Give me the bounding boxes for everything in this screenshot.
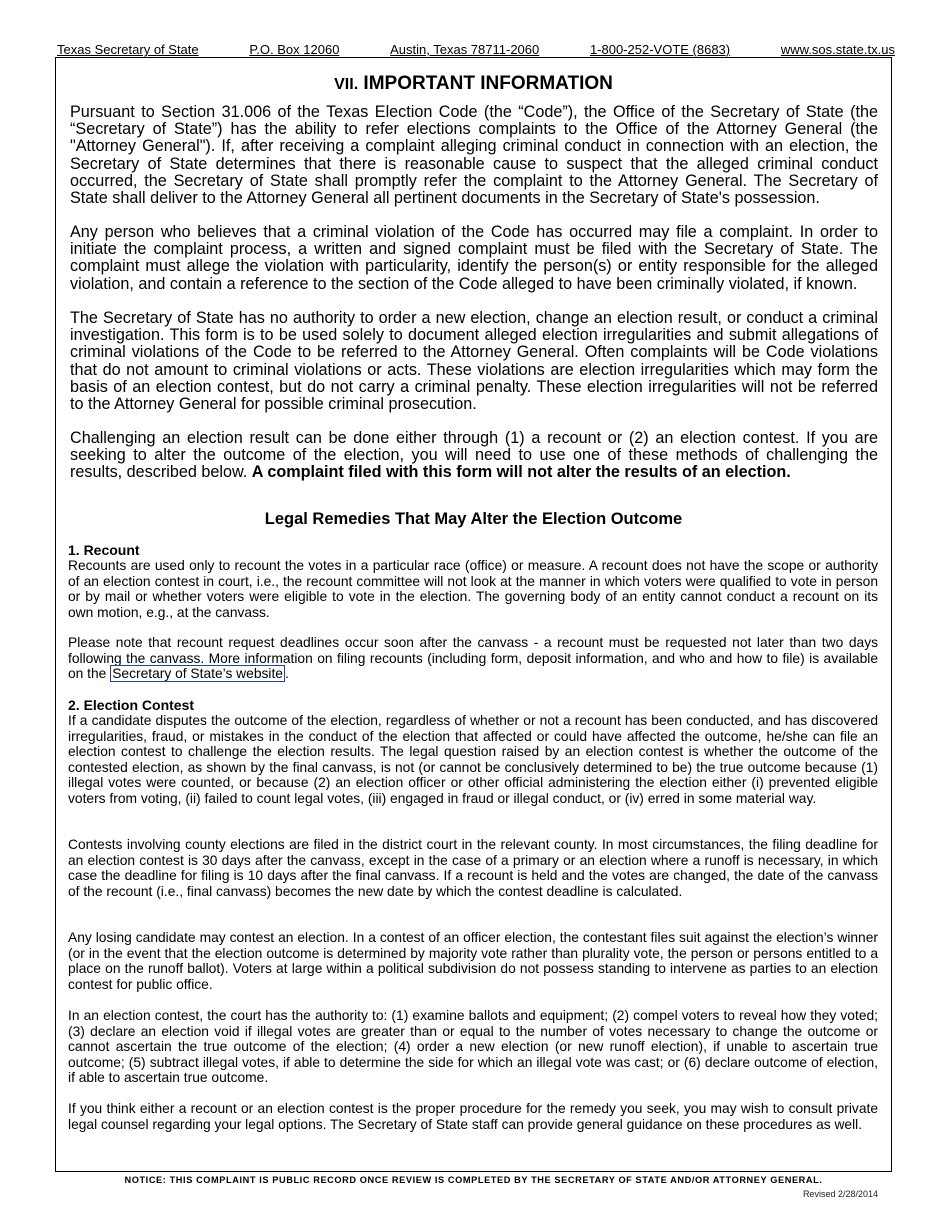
recount-paragraph-1: Recounts are used only to recount the votes in a particular race (office) or measure. A recount does not have the scope or authority of an election contest in court, i.e., the recount committee will not look at the manner in which voters were qualified to vote in person or by mail or whether voters were eligible to vote in the election. The governing body of an entity cannot conduct a recount on its own motion, e.g., at the canvass. — [68, 558, 878, 620]
intro-warning: A complaint filed with this form will not alter the results of an election. — [251, 463, 791, 482]
recount-heading: 1. Recount — [68, 542, 140, 558]
header-phone: 1-800-252-VOTE (8683) — [589, 42, 731, 57]
header-po-box: P.O. Box 12060 — [249, 42, 340, 57]
contest-paragraph-5: If you think either a recount or an election contest is the proper procedure for the remedy you seek, you may wish to consult private legal counsel regarding your legal options. The Secretary of State staff can provide general guidance on these procedures as well. — [68, 1101, 878, 1132]
section-title: IMPORTANT INFORMATION — [363, 73, 613, 94]
intro-paragraph-4 — [70, 430, 878, 482]
section-number: VII. — [334, 76, 359, 93]
intro-paragraph-4-text: Challenging an election result can be done either through (1) a recount or (2) an election contest. If you are seeking to alter the outcome of the election, you will need to use one of these methods of challenging the results, described below. — [70, 429, 878, 482]
contest-paragraph-1: If a candidate disputes the outcome of the election, regardless of whether or not a recount has been conducted, and has discovered irregularities, fraud, or mistakes in the conduct of the election that affected or could have affected the outcome, he/she can file an election contest to challenge the election results. The legal question raised by an election contest is whether the outcome of the contested election, as shown by the final canvass, is not (or cannot be conclusively determined to be) the true outcome because (1) illegal votes were counted, or because (2) an election officer or other official administering the election either (i) prevented eligible voters from voting, (ii) failed to count legal votes, (iii) engaged in fraud or illegal conduct, or (iv) erred in some material way. — [68, 713, 878, 806]
public-record-notice: NOTICE: THIS COMPLAINT IS PUBLIC RECORD ONCE REVIEW IS COMPLETED BY THE SECRETARY OF STATE AND/OR ATTORNEY GENERAL. — [124, 1175, 823, 1185]
recount-paragraph-2-end: . — [284, 666, 289, 681]
contest-paragraph-3: Any losing candidate may contest an election. In a contest of an officer election, the contestant files suit against the election’s winner (or in the event that the election outcome is determined by majority vote rather than plurality vote, the person or persons entitled to a place on the runoff ballot). Voters at large within a political subdivision do not possess standing to intervene as parties to an election contest for public office. — [68, 930, 878, 992]
sos-website-link[interactable]: Secretary of State’s website — [112, 666, 283, 681]
letterhead — [57, 42, 895, 58]
recount-paragraph-2-text: Please note that recount request deadlines occur soon after the canvass - a recount must be requested not later than two days following the canvass. More information on filing recounts (including form, deposit information, and who and how to file) is available on the — [68, 635, 878, 681]
header-city: Austin, Texas 78711-2060 — [390, 42, 540, 57]
contest-paragraph-4: In an election contest, the court has the authority to: (1) examine ballots and equipment; (2) compel voters to reveal how they voted; (3) declare an election void if illegal votes are greater than or equal to the number of votes necessary to change the outcome or cannot ascertain the true outcome of the election; (4) order a new election (or new runoff election), if unable to ascertain true outcome; (5) subtract illegal votes, if able to determine the side for which an illegal vote was cast; or (6) declare outcome of election, if able to ascertain true outcome. — [68, 1008, 878, 1085]
intro-paragraph-3: The Secretary of State has no authority to order a new election, change an election result, or conduct a criminal investigation. This form is to be used solely to document alleged election irregularities and submit allegations of criminal violations of the Code to be referred to the Attorney General. Often complaints will be Code violations that do not amount to criminal violations or acts. These violations are election irregularities which may form the basis of an election contest, but do not carry a criminal penalty. These election irregularities will not be referred to the Attorney General for possible criminal prosecution. — [70, 309, 878, 414]
intro-paragraph-2: Any person who believes that a criminal violation of the Code has occurred may file a complaint. In order to initiate the complaint process, a written and signed complaint must be filed with the Secretary of State. The complaint must allege the violation with particularity, identify the person(s) or entity responsible for the alleged violation, and contain a reference to the section of the Code alleged to have been criminally violated, if known. — [70, 223, 878, 293]
remedies-heading: Legal Remedies That May Alter the Election Outcome — [264, 510, 683, 528]
intro-paragraph-1: Pursuant to Section 31.006 of the Texas Election Code (the “Code”), the Office of the Secretary of State (the “Secretary of State”) has the ability to refer elections complaints to the Office of the Attorney General (the "Attorney General"). If, after receiving a complaint alleging criminal conduct in connection with an election, the Secretary of State determines that there is reasonable cause to suspect that the alleged criminal conduct occurred, the Secretary of State shall promptly refer the complaint to the Attorney General. The Secretary of State shall deliver to the Attorney General all pertinent documents in the Secretary of State's possession. — [70, 103, 878, 208]
page-title — [55, 72, 892, 97]
revision-date: Revised 2/28/2014 — [802, 1189, 878, 1199]
recount-paragraph-2 — [68, 635, 878, 682]
header-org: Texas Secretary of State — [57, 42, 199, 57]
contest-paragraph-2: Contests involving county elections are filed in the district court in the relevant county. In most circumstances, the filing deadline for an election contest is 30 days after the canvass, except in the case of a primary or an election where a runoff is necessary, in which case the deadline for filing is 10 days after the final canvass. If a recount is held and the votes are changed, the date of the canvass of the recount (i.e., final canvass) becomes the new date by which the contest deadline is calculated. — [68, 837, 878, 899]
header-website: www.sos.state.tx.us — [780, 42, 895, 57]
contest-heading: 2. Election Contest — [68, 697, 195, 713]
